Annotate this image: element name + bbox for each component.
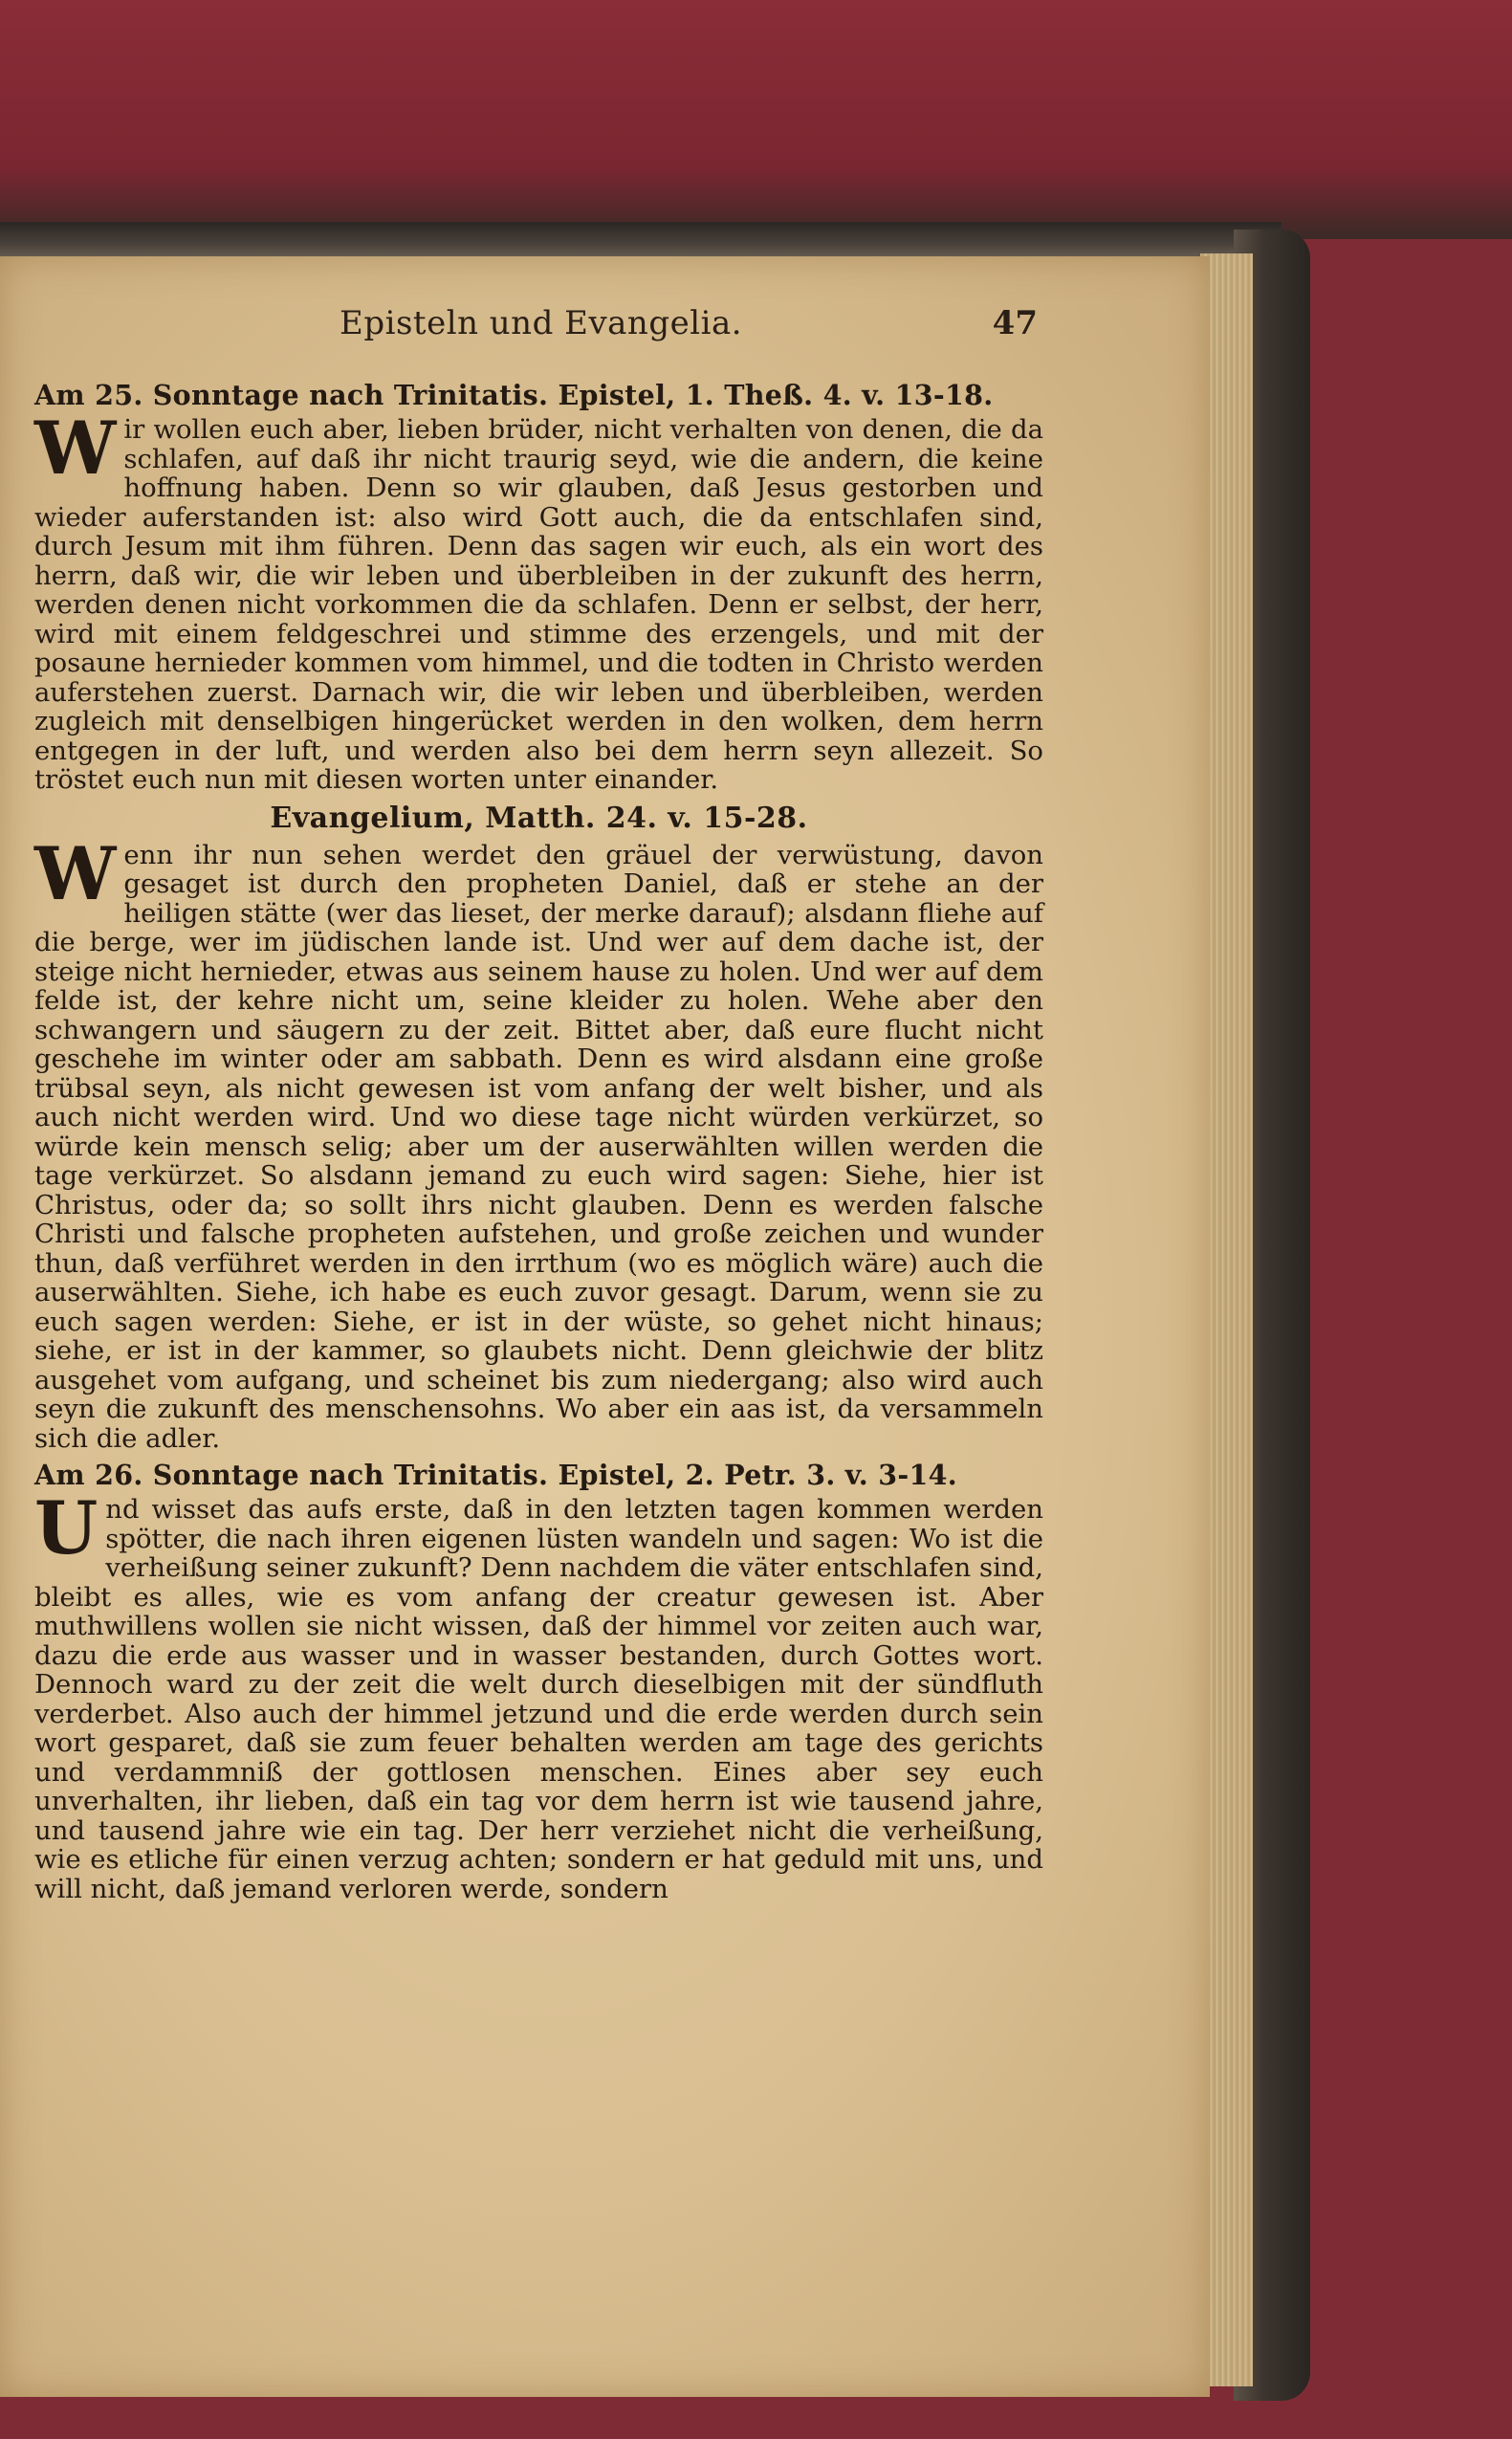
book-cover-edge (0, 222, 1282, 260)
book-cover-top (0, 0, 1512, 239)
dropcap-letter: W (34, 830, 117, 916)
dropcap-letter: U (34, 1485, 99, 1571)
gospel-heading-matthew: Evangelium, Matth. 24. v. 15-28. (270, 801, 808, 835)
epistle-text-peter: nd wisset das aufs erste, daß in den letzten tagen kommen werden spötter, die nach ihren eigenen lüsten wandeln und sagen: Wo ist die verheißung seiner zukunft? Denn nachdem die väter entschlafen sind, bleibt es alles, wie es vom anfang der creatur gewesen ist. Aber muthwillens wollen sie nicht wissen, daß der himmel vor zeiten auch war, dazu die erde aus wasser und in wasser bestanden, durch Gottes wort. Dennoch ward zu der zeit die welt durch dieselbigen mit der sündfluth verderbet. Also auch der himmel jetzund und die erde werden durch sein wort gesparet, daß sie zum feuer behalten werden am tage des gerichts und verdammniß der gottlosen menschen. Eines aber sey euch unverhalten, ihr lieben, daß ein tag vor dem herrn ist wie tausend jahre, und tausend jahre wie ein tag. Der herr verziehet nicht die verheißung, wie es etliche für einen verzug achten; sondern er hat geduld mit uns, und will nicht, daß jemand verloren werde, sondern (34, 1494, 1043, 1904)
page-number: 47 (992, 304, 1038, 342)
dropcap-letter: W (34, 406, 117, 491)
epistle-paragraph-peter (34, 1485, 1043, 1904)
epistle-text-thess: ir wollen euch aber, lieben brüder, nicht verhalten von denen, die da schlafen, auf daß ihr nicht traurig seyd, wie die andern, die keine hoffnung haben. Denn so wir glauben, daß Jesus gestorben und wieder auferstanden ist: also wird Gott auch, die da entschlafen sind, durch Jesum mit ihm führen. Denn das sagen wir euch, als ein wort des herrn, daß wir, die wir leben und überbleiben in der zukunft des herrn, werden denen nicht vorkommen die da schlafen. Denn er selbst, der herr, wird mit einem feldgeschrei und stimme des erzengels, und mit der posaune hernieder kommen vom himmel, und die todten in Christo werden auferstehen zuerst. Darnach wir, die wir leben und überbleiben, werden zugleich mit denselbigen hingerücket werden in den wolken, dem herrn entgegen in der luft, und werden also bei dem herrn seyn allezeit. So tröstet euch nun mit diesen worten unter einander. (34, 414, 1043, 795)
gospel-paragraph-matthew (34, 830, 1043, 1454)
running-title: Episteln und Evangelia. (340, 304, 743, 342)
epistle-paragraph-thess (34, 406, 1043, 795)
section-heading-sunday-26: Am 26. Sonntage nach Trinitatis. Epistel, 2. Petr. 3. v. 3-14. (34, 1459, 957, 1491)
gospel-text-matthew: enn ihr nun sehen werdet den gräuel der verwüstung, davon gesaget ist durch den propheten Daniel, daß er stehe an der heiligen stätte (wer das lieset, der merke darauf); alsdann fliehe auf die berge, wer im jüdischen lande ist. Und wer auf dem dache ist, der steige nicht hernieder, etwas aus seinem hause zu holen. Und wer auf dem felde ist, der kehre nicht um, seine kleider zu holen. Wehe aber den schwangern und säugern zu der zeit. Bittet aber, daß eure flucht nicht geschehe im winter oder am sabbath. Denn es wird alsdann eine große trübsal seyn, als nicht gewesen ist vom anfang der welt bisher, und als auch nicht werden wird. Und wo diese tage nicht würden verkürzet, so würde kein mensch selig; aber um der auserwählten willen werden die tage verkürzet. So alsdann jemand zu euch wird sagen: Siehe, hier ist Christus, oder da; so sollt ihrs nicht glauben. Denn es werden falsche Christi und falsche propheten aufstehen, und große zeichen und wunder thun, daß verführet werden in den irrthum (wo es möglich wäre) auch die auserwählten. Siehe, ich habe es euch zuvor gesagt. Darum, wenn sie zu euch sagen werden: Siehe, er ist in der wüste, so gehet nicht hinaus; siehe, er ist in der kammer, so glaubets nicht. Denn gleichwie der blitz ausgehet vom aufgang, und scheinet bis zum niedergang; also wird auch seyn die zukunft des menschensohns. Wo aber ein aas ist, da versammeln sich die adler. (34, 839, 1043, 1454)
section-heading-sunday-25: Am 25. Sonntage nach Trinitatis. Epistel, 1. Theß. 4. v. 13-18. (34, 379, 994, 411)
page-header (340, 304, 1038, 356)
text-block (34, 373, 1043, 1905)
